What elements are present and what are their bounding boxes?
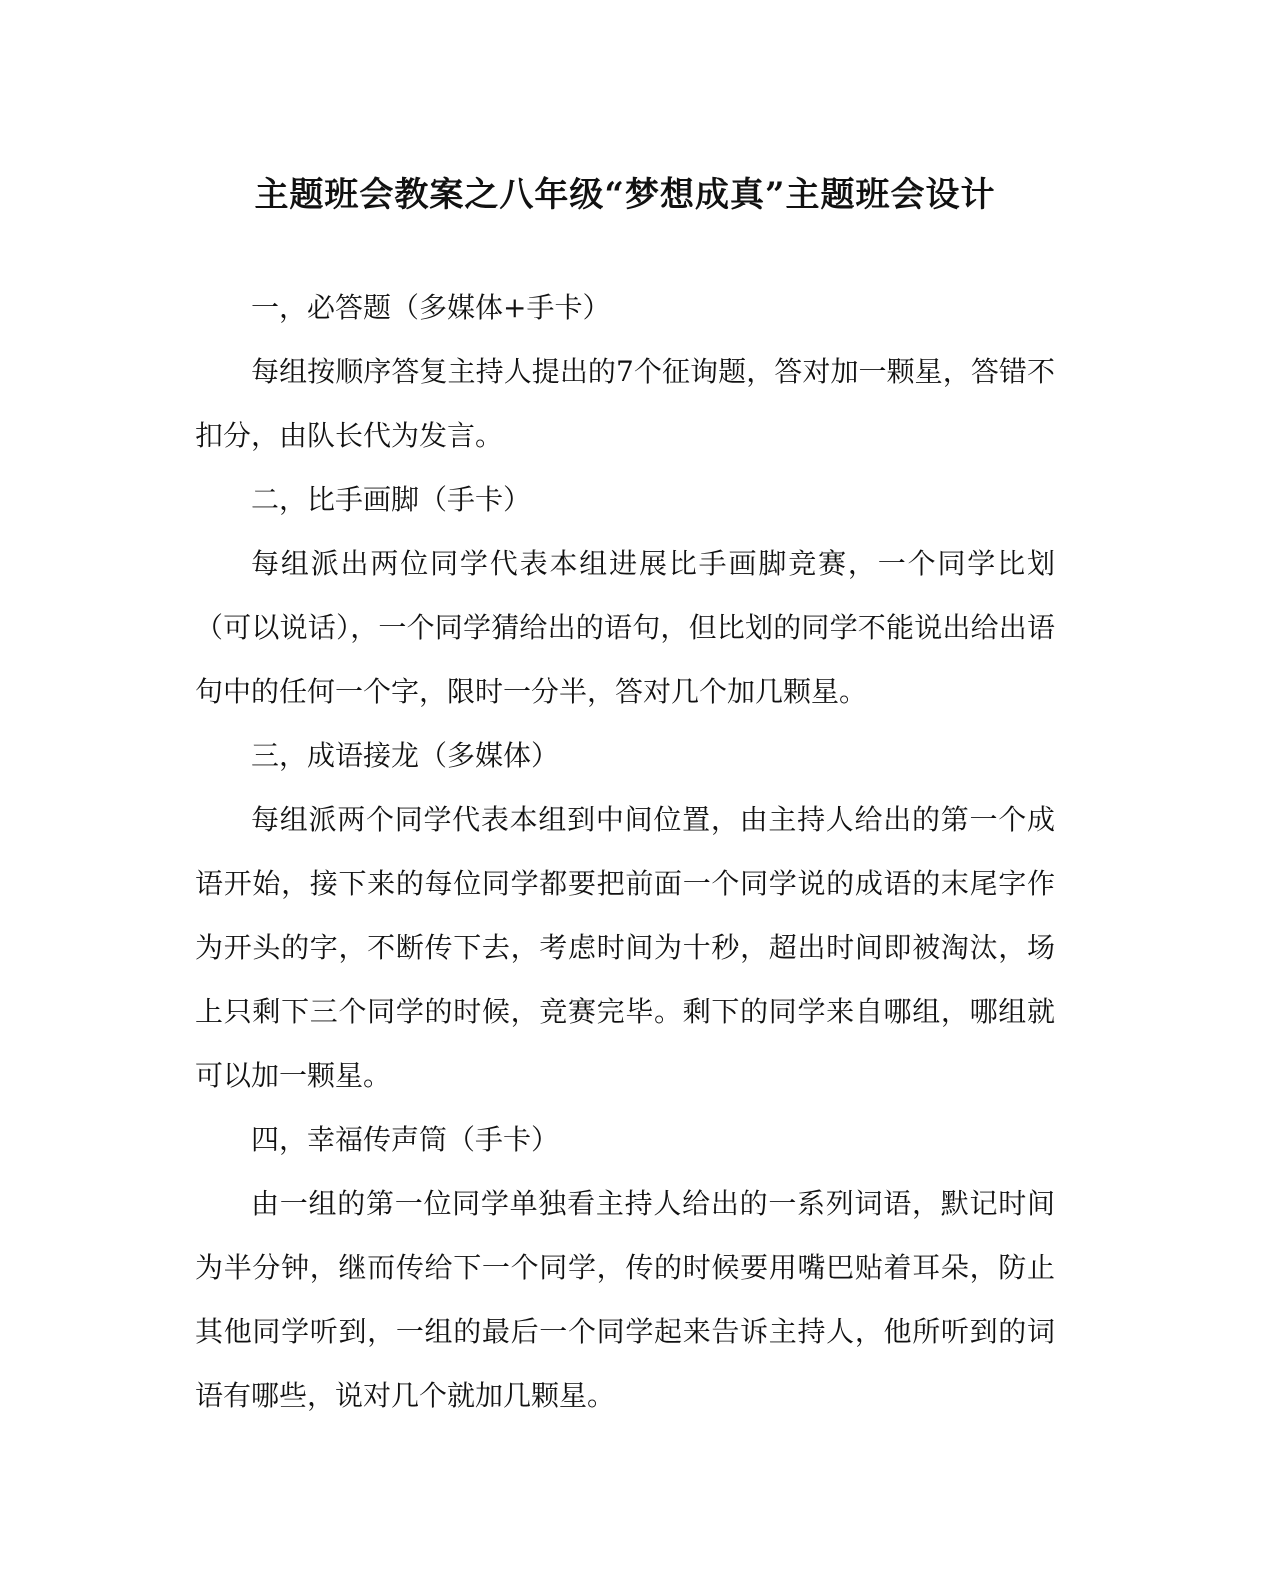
section-text-1: 每组按顺序答复主持人提出的7个征询题，答对加一颗星，答错不扣分，由队长代为发言。 [195, 355, 1055, 452]
section-text-4: 由一组的第一位同学单独看主持人给出的一系列词语，默记时间为半分钟，继而传给下一个同学，传的时候要用嘴巴贴着耳朵，防止其他同学听到，一组的最后一个同学起来告诉主持人，他所听到的词语有哪些，说对几个就加几颗星。 [195, 1187, 1055, 1412]
document-body [195, 276, 1055, 1428]
section-heading-3: 三，成语接龙（多媒体） [251, 739, 560, 772]
section-heading-1: 一，必答题（多媒体+手卡） [251, 291, 611, 324]
section-heading-4: 四，幸福传声筒（手卡） [251, 1123, 560, 1156]
section-text-2: 每组派出两位同学代表本组进展比手画脚竞赛，一个同学比划（可以说话），一个同学猜给出的语句，但比划的同学不能说出给出语句中的任何一个字，限时一分半，答对几个加几颗星。 [195, 547, 1055, 708]
section-heading-2: 二，比手画脚（手卡） [251, 483, 532, 516]
document-title: 主题班会教案之八年级“梦想成真”主题班会设计 [254, 175, 996, 215]
section-text-3: 每组派两个同学代表本组到中间位置，由主持人给出的第一个成语开始，接下来的每位同学都要把前面一个同学说的成语的末尾字作为开头的字，不断传下去，考虑时间为十秒，超出时间即被淘汰，场上只剩下三个同学的时候，竞赛完毕。剩下的同学来自哪组，哪组就可以加一颗星。 [195, 803, 1055, 1092]
